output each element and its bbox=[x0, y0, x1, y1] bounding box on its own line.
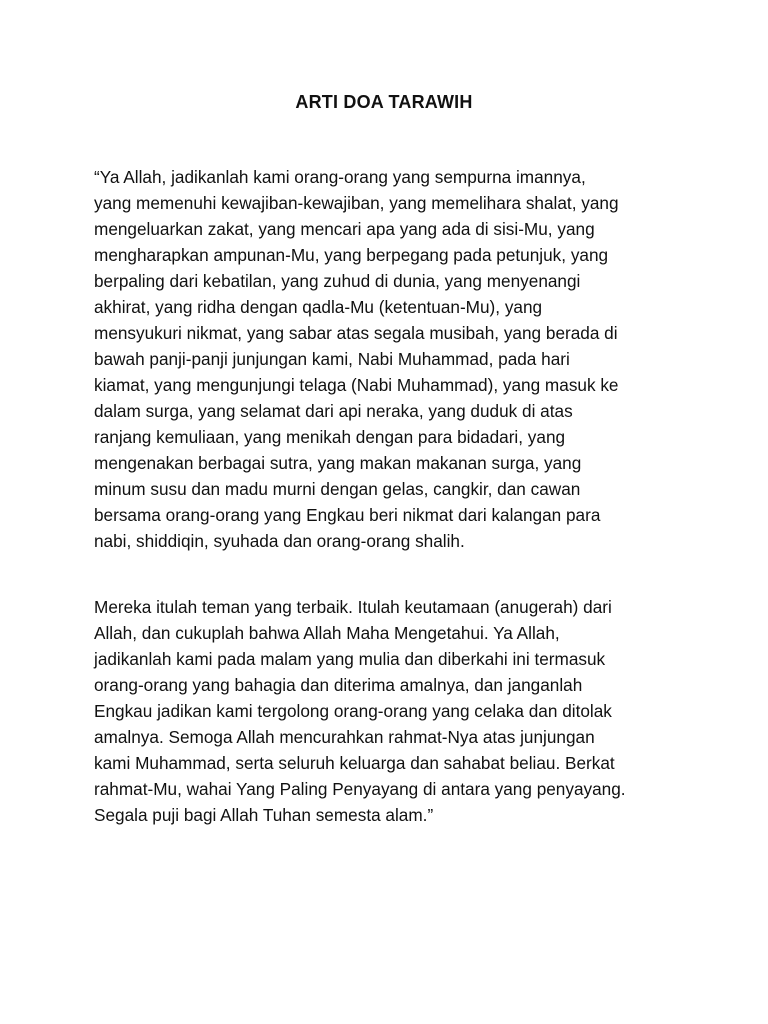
paragraph-line: mengeluarkan zakat, yang mencari apa yang ada di sisi-Mu, yang bbox=[94, 219, 595, 239]
document-title: ARTI DOA TARAWIH bbox=[295, 92, 473, 112]
paragraph-line: Segala puji bagi Allah Tuhan semesta alam.” bbox=[94, 805, 434, 825]
paragraph-line: berpaling dari kebatilan, yang zuhud di dunia, yang menyenangi bbox=[94, 271, 581, 291]
paragraph-line: bersama orang-orang yang Engkau beri nikmat dari kalangan para bbox=[94, 505, 601, 525]
paragraph-line: Allah, dan cukuplah bahwa Allah Maha Mengetahui. Ya Allah, bbox=[94, 623, 560, 643]
paragraph-line: mengharapkan ampunan-Mu, yang berpegang pada petunjuk, yang bbox=[94, 245, 609, 265]
paragraph-line: dalam surga, yang selamat dari api neraka, yang duduk di atas bbox=[94, 401, 573, 421]
paragraph-2 bbox=[94, 594, 676, 828]
paragraph-line: orang-orang yang bahagia dan diterima amalnya, dan janganlah bbox=[94, 675, 583, 695]
paragraph-line: kiamat, yang mengunjungi telaga (Nabi Muhammad), yang masuk ke bbox=[94, 375, 619, 395]
paragraph-line: rahmat-Mu, wahai Yang Paling Penyayang di antara yang penyayang. bbox=[94, 779, 626, 799]
paragraph-line: jadikanlah kami pada malam yang mulia dan diberkahi ini termasuk bbox=[94, 649, 606, 669]
paragraph-line: minum susu dan madu murni dengan gelas, cangkir, dan cawan bbox=[94, 479, 581, 499]
paragraph-line: amalnya. Semoga Allah mencurahkan rahmat-Nya atas junjungan bbox=[94, 727, 595, 747]
paragraph-line: akhirat, yang ridha dengan qadla-Mu (ketentuan-Mu), yang bbox=[94, 297, 543, 317]
paragraph-line: “Ya Allah, jadikanlah kami orang-orang yang sempurna imannya, bbox=[94, 167, 586, 187]
paragraph-line: nabi, shiddiqin, syuhada dan orang-orang shalih. bbox=[94, 531, 465, 551]
paragraph-line: kami Muhammad, serta seluruh keluarga dan sahabat beliau. Berkat bbox=[94, 753, 615, 773]
paragraph-line: bawah panji-panji junjungan kami, Nabi Muhammad, pada hari bbox=[94, 349, 570, 369]
paragraph-line: mensyukuri nikmat, yang sabar atas segala musibah, yang berada di bbox=[94, 323, 618, 343]
paragraph-line: ranjang kemuliaan, yang menikah dengan para bidadari, yang bbox=[94, 427, 566, 447]
paragraph-line: yang memenuhi kewajiban-kewajiban, yang memelihara shalat, yang bbox=[94, 193, 619, 213]
paragraph-line: Mereka itulah teman yang terbaik. Itulah keutamaan (anugerah) dari bbox=[94, 597, 612, 617]
paragraph-1 bbox=[94, 164, 676, 554]
paragraph-line: mengenakan berbagai sutra, yang makan makanan surga, yang bbox=[94, 453, 582, 473]
paragraph-line: Engkau jadikan kami tergolong orang-orang yang celaka dan ditolak bbox=[94, 701, 612, 721]
